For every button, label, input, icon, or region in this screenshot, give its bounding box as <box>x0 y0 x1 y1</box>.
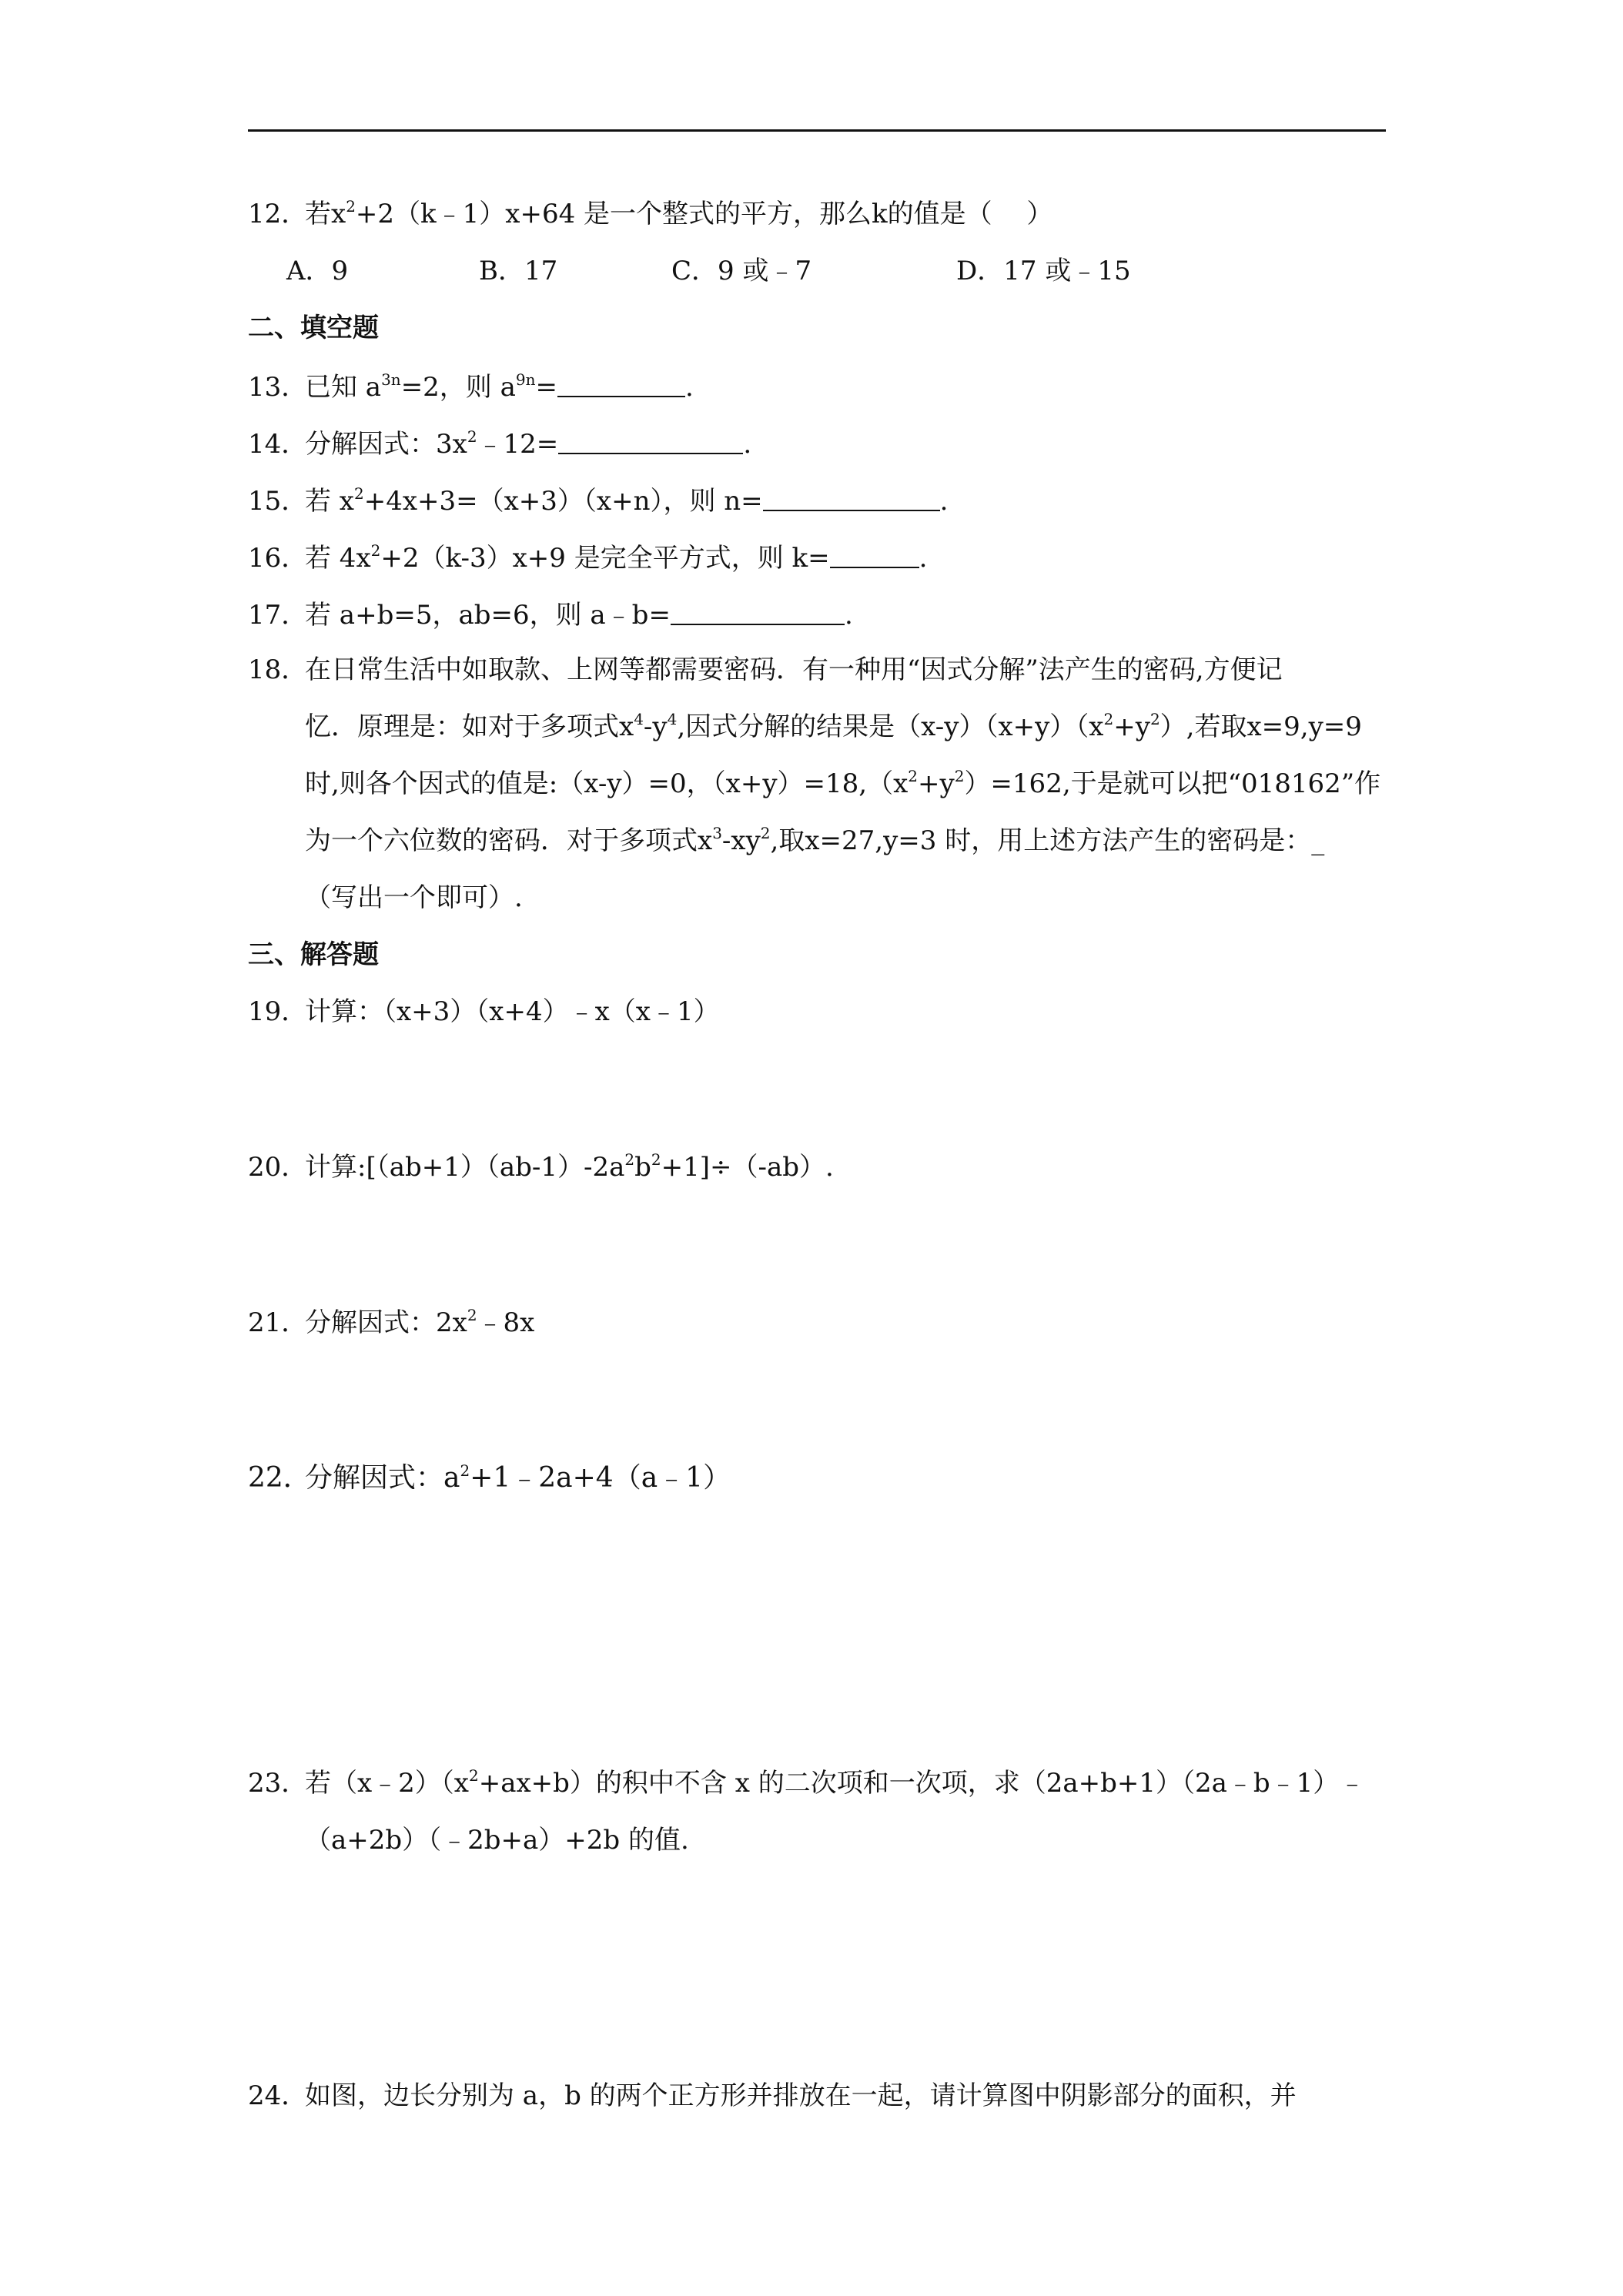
option-b: B．17 <box>479 256 558 286</box>
question-24: 24．如图，边长分别为 a，b 的两个正方形并排放在一起，请计算图中阴影部分的面积，并 <box>248 2080 1297 2111</box>
question-15: 15．若 $x^2+4x+3=(x+3)(x+n)$，则 n= . <box>248 484 949 517</box>
answer-blank[interactable] <box>830 541 919 568</box>
option-a: A．9 <box>286 256 349 286</box>
answer-blank[interactable] <box>558 427 743 454</box>
question-20: 20．计算$:[(ab+1)(ab-1)-2a^2b^2+1]\div(-ab)$. <box>248 1150 834 1183</box>
question-13: 13．已知 $a^{3n}=2$，则 $a^{9n}=$ . <box>248 370 694 403</box>
question-16: 16．若 $4x^2+2(k-3)x+9$ 是完全平方式，则 k= . <box>248 541 928 574</box>
question-19: 19．计算：（x+3）（x+4）﹣x（x﹣1） <box>248 996 720 1027</box>
question-18-line-4: 为一个六位数的密码．对于多项式$x^3-xy^2$,取x=27,y=3 时，用上述方法产生的密码是：_ <box>305 824 1325 856</box>
header-rule <box>248 129 1386 132</box>
question-14: 14．分解因式：$3x^2﹣12=$ . <box>248 427 752 460</box>
question-18-line-5: （写出一个即可）. <box>305 882 523 913</box>
question-12: 12．若$x^2+2(k﹣1)x+64$ 是一个整式的平方，那么k的值是（ ） <box>248 197 1053 229</box>
question-18: 18．在日常生活中如取款、上网等都需要密码．有一种用“因式分解”法产生的密码,方便记 <box>248 654 1283 685</box>
question-21: 21．分解因式：$2x^2﹣8x$ <box>248 1306 535 1338</box>
question-17: 17．若 a+b=5，ab=6，则 a﹣b= . <box>248 597 853 631</box>
question-18-line-3: 时,则各个因式的值是:（x-y）=0，$(x+y)=18,(x^2+y^2)=162$,于是就可以把“018162”作 <box>305 767 1381 799</box>
option-c: C．9 或﹣7 <box>671 256 812 286</box>
answer-blank[interactable] <box>671 597 845 625</box>
section-fill-in: 二、填空题 <box>248 313 379 343</box>
answer-blank[interactable] <box>557 370 685 397</box>
question-18-line-2: 忆．原理是：如对于多项式$x^4-y^4$,因式分解的结果是$(x-y)(x+y)(x^2+y^2)$,若取x=9,y=9 <box>305 710 1362 742</box>
question-12-options <box>0 256 1623 286</box>
answer-blank[interactable] <box>763 484 940 511</box>
section-answer: 三、解答题 <box>248 939 379 970</box>
question-22: 22．分解因式：$a^2+1﹣2a+4(a﹣1)$ <box>248 1461 731 1494</box>
option-d: D．17 或﹣15 <box>956 256 1131 286</box>
question-23: 23．若$(x﹣2)(x^2+ax+b)$的积中不含 x 的二次项和一次项，求（2a+b+1）（2a﹣b﹣1）﹣ <box>248 1766 1366 1799</box>
question-23-line-2: （a+2b）（﹣2b+a）+2b 的值. <box>305 1825 689 1856</box>
